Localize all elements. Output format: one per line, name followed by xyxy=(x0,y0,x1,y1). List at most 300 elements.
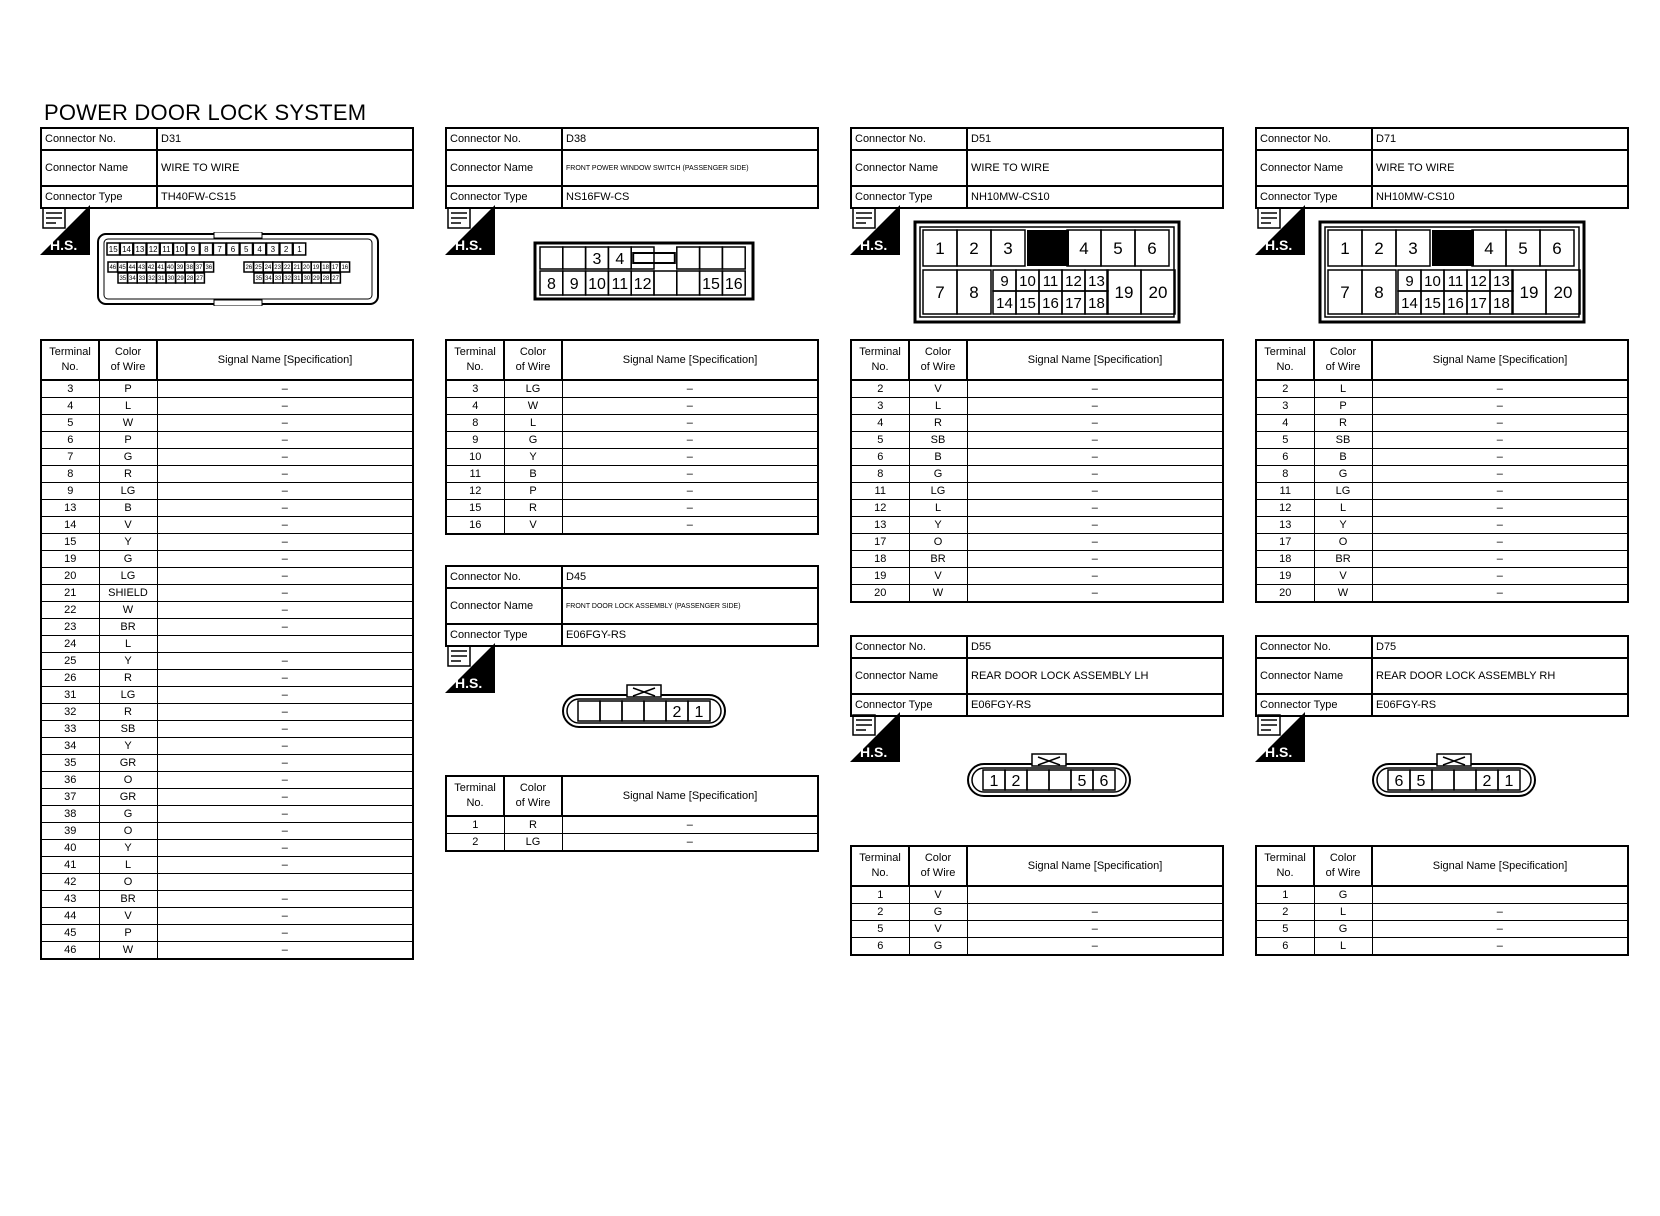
table-row xyxy=(446,432,818,449)
terminal-cell: 40 xyxy=(41,840,99,857)
pin-label: 40 xyxy=(167,265,174,272)
signal-cell: – xyxy=(157,789,413,806)
wire-color-cell: G xyxy=(909,466,967,483)
table-row xyxy=(1256,551,1628,568)
pin-label: 2 xyxy=(969,239,979,259)
signal-cell: – xyxy=(157,721,413,738)
pin-label: 11 xyxy=(162,244,171,254)
table-row xyxy=(41,755,413,772)
terminal-cell: 5 xyxy=(851,921,909,938)
signal-cell: – xyxy=(967,483,1223,500)
table-row xyxy=(41,806,413,823)
pin-label: 15 xyxy=(1424,294,1441,312)
signal-cell: – xyxy=(967,551,1223,568)
connector-name-label: Connector Name xyxy=(446,588,562,624)
table-row xyxy=(1256,534,1628,551)
pin-label: 16 xyxy=(1447,294,1464,312)
wire-color-cell: BR xyxy=(99,891,157,908)
pin-label: 5 xyxy=(1416,772,1426,790)
wire-color-cell: LG xyxy=(1314,483,1372,500)
pin-label: 20 xyxy=(1148,283,1168,303)
signal-cell xyxy=(157,874,413,891)
terminal-cell: 2 xyxy=(851,380,909,398)
table-row xyxy=(1256,483,1628,500)
signal-cell: – xyxy=(157,772,413,789)
signal-cell: – xyxy=(157,500,413,517)
signal-cell: – xyxy=(967,938,1223,956)
table-row xyxy=(851,398,1223,415)
pin-label: 11 xyxy=(1447,272,1464,290)
table-row xyxy=(1256,380,1628,398)
terminal-cell: 12 xyxy=(446,483,504,500)
pin-label: 5 xyxy=(1518,239,1528,259)
signal-cell: – xyxy=(562,834,818,852)
pin-label: 14 xyxy=(1401,294,1418,312)
table-row xyxy=(851,517,1223,534)
signal-cell: – xyxy=(157,687,413,704)
pin-label: 10 xyxy=(1019,272,1036,290)
connector-info-table xyxy=(40,127,414,209)
table-row xyxy=(446,380,818,398)
pin-label: 5 xyxy=(244,244,249,254)
pin-label: 1 xyxy=(694,703,704,721)
wire-color-cell: LG xyxy=(909,483,967,500)
signal-cell: – xyxy=(562,398,818,415)
signal-cell: – xyxy=(157,415,413,432)
connector-name-value: WIRE TO WIRE xyxy=(1372,150,1628,186)
terminal-cell: 19 xyxy=(1256,568,1314,585)
terminal-cell: 36 xyxy=(41,772,99,789)
terminal-cell: 8 xyxy=(851,466,909,483)
pin-label: 4 xyxy=(615,250,625,268)
connector-name-label: Connector Name xyxy=(446,150,562,186)
wire-color-cell: R xyxy=(99,704,157,721)
pin-label: 12 xyxy=(633,275,652,293)
connector-no-value: D45 xyxy=(562,566,818,588)
signal-header: Signal Name [Specification] xyxy=(1372,846,1628,886)
table-row xyxy=(446,466,818,483)
table-row xyxy=(41,857,413,874)
table-row xyxy=(851,534,1223,551)
terminal-cell: 3 xyxy=(1256,398,1314,415)
table-row xyxy=(1256,886,1628,904)
pin-label: 30 xyxy=(303,276,311,283)
terminal-cell: 17 xyxy=(851,534,909,551)
table-row xyxy=(1256,398,1628,415)
table-row xyxy=(1256,449,1628,466)
table-row xyxy=(1256,568,1628,585)
wire-color-cell: W xyxy=(504,398,562,415)
pin-label: 12 xyxy=(1065,272,1082,290)
terminal-cell: 6 xyxy=(851,938,909,956)
connector-name-label: Connector Name xyxy=(851,150,967,186)
pin-label: 9 xyxy=(1405,272,1414,290)
color-header: Color of Wire xyxy=(504,340,562,380)
pin-label: 15 xyxy=(1019,294,1036,312)
connector-face-d38 xyxy=(533,241,755,306)
wire-color-cell: W xyxy=(99,942,157,960)
pin-label: 8 xyxy=(546,275,556,293)
pin-label: 9 xyxy=(1000,272,1009,290)
wire-color-cell: B xyxy=(504,466,562,483)
hs-icon xyxy=(1255,712,1305,762)
pin-label: 10 xyxy=(175,244,185,254)
wire-color-cell: P xyxy=(504,483,562,500)
connector-info-table xyxy=(850,127,1224,209)
signal-cell: – xyxy=(967,534,1223,551)
pin-label: 28 xyxy=(186,276,194,283)
connector-name-label: Connector Name xyxy=(1256,658,1372,694)
wire-color-cell: SHIELD xyxy=(99,585,157,602)
terminal-cell: 5 xyxy=(41,415,99,432)
table-row xyxy=(41,670,413,687)
wire-color-cell: G xyxy=(99,551,157,568)
terminal-cell: 17 xyxy=(1256,534,1314,551)
wire-color-cell: O xyxy=(99,772,157,789)
pin-cell xyxy=(1027,770,1049,790)
signal-cell: – xyxy=(157,483,413,500)
wire-color-cell: O xyxy=(909,534,967,551)
terminal-table-d51 xyxy=(850,339,1224,603)
table-row xyxy=(851,585,1223,603)
terminal-table xyxy=(1255,339,1629,603)
connector-info-table xyxy=(1255,635,1629,717)
pin-label: 17 xyxy=(1470,294,1487,312)
table-row xyxy=(41,500,413,517)
terminal-table-d31 xyxy=(40,339,414,960)
pin-label: 32 xyxy=(148,276,155,283)
signal-cell: – xyxy=(562,380,818,398)
table-row xyxy=(41,840,413,857)
connector-name-value: FRONT DOOR LOCK ASSEMBLY (PASSENGER SIDE) xyxy=(562,588,818,624)
wire-color-cell: B xyxy=(909,449,967,466)
signal-cell: – xyxy=(562,483,818,500)
terminal-cell: 2 xyxy=(1256,380,1314,398)
table-row xyxy=(41,636,413,653)
terminal-cell: 20 xyxy=(41,568,99,585)
wire-color-cell: P xyxy=(99,432,157,449)
signal-cell: – xyxy=(562,466,818,483)
pin-label: 23 xyxy=(274,265,281,272)
pin-label: 10 xyxy=(588,275,606,293)
pin-cell xyxy=(700,247,723,269)
terminal-cell: 13 xyxy=(1256,517,1314,534)
signal-cell: – xyxy=(562,415,818,432)
pin-label: 12 xyxy=(148,244,158,254)
connector-face-d51 xyxy=(913,220,1181,329)
connector-no-label: Connector No. xyxy=(1256,636,1372,658)
pin-label: 9 xyxy=(190,244,196,254)
terminal-cell: 39 xyxy=(41,823,99,840)
pin-label: 45 xyxy=(119,265,126,272)
connector-info-table xyxy=(850,635,1224,717)
terminal-cell: 21 xyxy=(41,585,99,602)
terminal-cell: 4 xyxy=(446,398,504,415)
connector-block-d31 xyxy=(40,127,414,209)
terminal-cell: 22 xyxy=(41,602,99,619)
terminal-table-d38 xyxy=(445,339,819,535)
connector-face-d45 xyxy=(561,683,727,736)
connector-name-value: FRONT POWER WINDOW SWITCH (PASSENGER SIDE) xyxy=(562,150,818,186)
terminal-cell: 1 xyxy=(851,886,909,904)
wire-color-cell: SB xyxy=(1314,432,1372,449)
wire-color-cell: V xyxy=(1314,568,1372,585)
pin-cell xyxy=(631,247,654,269)
pin-label: 5 xyxy=(1077,772,1087,790)
pin-label: 33 xyxy=(274,276,282,283)
signal-cell: – xyxy=(1372,500,1628,517)
pin-label: 34 xyxy=(265,276,272,283)
hs-badge-text: H.S. xyxy=(455,675,483,691)
signal-cell: – xyxy=(157,891,413,908)
table-row xyxy=(1256,938,1628,956)
wire-color-cell: Y xyxy=(99,840,157,857)
pin-label: 29 xyxy=(313,276,320,283)
latch xyxy=(1032,754,1066,766)
wire-color-cell: Y xyxy=(909,517,967,534)
table-row xyxy=(41,619,413,636)
table-row xyxy=(1256,432,1628,449)
signal-cell: – xyxy=(1372,517,1628,534)
connector-block-d45 xyxy=(445,565,819,647)
connector-type-value: NH10MW-CS10 xyxy=(967,186,1223,208)
wire-color-cell: O xyxy=(99,874,157,891)
pin-cell xyxy=(677,247,700,269)
table-row xyxy=(41,466,413,483)
connector-name-label: Connector Name xyxy=(1256,150,1372,186)
terminal-cell: 4 xyxy=(1256,415,1314,432)
wire-color-cell: L xyxy=(99,857,157,874)
signal-cell: – xyxy=(157,551,413,568)
table-row xyxy=(851,551,1223,568)
table-row xyxy=(1256,585,1628,603)
signal-cell: – xyxy=(1372,938,1628,956)
table-row xyxy=(41,772,413,789)
terminal-cell: 8 xyxy=(41,466,99,483)
terminal-cell: 20 xyxy=(1256,585,1314,603)
signal-cell: – xyxy=(1372,585,1628,603)
wire-color-cell: LG xyxy=(99,568,157,585)
table-row xyxy=(851,568,1223,585)
wire-color-cell: G xyxy=(99,806,157,823)
signal-cell: – xyxy=(562,500,818,517)
signal-cell: – xyxy=(967,568,1223,585)
pin-label: 16 xyxy=(1042,294,1059,312)
table-row xyxy=(41,483,413,500)
connector-block-d51 xyxy=(850,127,1224,209)
color-header: Color of Wire xyxy=(909,340,967,380)
pin-label: 34 xyxy=(129,276,136,283)
connector-type-value: E06FGY-RS xyxy=(562,624,818,646)
table-row xyxy=(851,483,1223,500)
connector-name-value: REAR DOOR LOCK ASSEMBLY RH xyxy=(1372,658,1628,694)
signal-cell: – xyxy=(1372,904,1628,921)
terminal-cell: 19 xyxy=(41,551,99,568)
terminal-cell: 13 xyxy=(851,517,909,534)
key-block xyxy=(1027,230,1069,266)
wire-color-cell: V xyxy=(909,380,967,398)
terminal-cell: 41 xyxy=(41,857,99,874)
terminal-cell: 38 xyxy=(41,806,99,823)
table-row xyxy=(41,449,413,466)
hs-badge-text: H.S. xyxy=(1265,744,1293,760)
table-row xyxy=(41,568,413,585)
signal-cell: – xyxy=(157,908,413,925)
pin-label: 3 xyxy=(1003,239,1013,259)
table-row xyxy=(851,449,1223,466)
signal-cell: – xyxy=(967,415,1223,432)
pin-cell xyxy=(1432,770,1454,790)
wire-color-cell: P xyxy=(1314,398,1372,415)
terminal-cell: 6 xyxy=(851,449,909,466)
pin-label: 9 xyxy=(569,275,579,293)
signal-cell: – xyxy=(157,398,413,415)
terminal-header: Terminal No. xyxy=(1256,340,1314,380)
pin-label: 10 xyxy=(1424,272,1441,290)
pin-label: 14 xyxy=(996,294,1013,312)
wire-color-cell: L xyxy=(504,415,562,432)
pin-cell xyxy=(578,701,600,721)
connector-type-label: Connector Type xyxy=(851,694,967,716)
connector-face-d55 xyxy=(966,752,1132,805)
signal-header: Signal Name [Specification] xyxy=(157,340,413,380)
pin-label: 6 xyxy=(1552,239,1562,259)
signal-header: Signal Name [Specification] xyxy=(967,340,1223,380)
wire-color-cell: L xyxy=(909,398,967,415)
terminal-cell: 4 xyxy=(41,398,99,415)
hs-badge-text: H.S. xyxy=(860,744,888,760)
pin-label: 20 xyxy=(1553,283,1573,303)
pin-label: 44 xyxy=(128,265,136,272)
signal-cell: – xyxy=(967,921,1223,938)
table-row xyxy=(41,942,413,960)
pin-cell xyxy=(563,247,586,269)
pin-label: 31 xyxy=(293,276,301,283)
signal-cell: – xyxy=(1372,380,1628,398)
table-row xyxy=(41,823,413,840)
table-row xyxy=(446,483,818,500)
signal-cell: – xyxy=(157,653,413,670)
signal-cell: – xyxy=(967,398,1223,415)
terminal-cell: 13 xyxy=(41,500,99,517)
table-row xyxy=(851,432,1223,449)
signal-cell: – xyxy=(967,466,1223,483)
signal-cell: – xyxy=(967,517,1223,534)
table-row xyxy=(41,687,413,704)
pin-label: 2 xyxy=(283,244,289,254)
terminal-cell: 33 xyxy=(41,721,99,738)
wire-color-cell: L xyxy=(1314,938,1372,956)
connector-type-value: E06FGY-RS xyxy=(1372,694,1628,716)
terminal-cell: 34 xyxy=(41,738,99,755)
table-row xyxy=(446,816,818,834)
pin-cell xyxy=(644,701,666,721)
pin-label: 13 xyxy=(1493,272,1510,290)
pin-label: 4 xyxy=(1079,239,1089,259)
signal-cell xyxy=(157,636,413,653)
connector-block-d55 xyxy=(850,635,1224,717)
wire-color-cell: BR xyxy=(99,619,157,636)
wire-color-cell: V xyxy=(99,908,157,925)
wire-color-cell: L xyxy=(1314,380,1372,398)
terminal-cell: 2 xyxy=(446,834,504,852)
terminal-cell: 15 xyxy=(41,534,99,551)
pin-label: 20 xyxy=(303,265,310,272)
wire-color-cell: G xyxy=(504,432,562,449)
signal-cell: – xyxy=(157,602,413,619)
pin-label: 19 xyxy=(1114,283,1134,303)
wire-color-cell: L xyxy=(909,500,967,517)
pin-label: 43 xyxy=(138,265,145,272)
hs-icon xyxy=(445,643,495,693)
wire-color-cell: W xyxy=(99,602,157,619)
wire-color-cell: LG xyxy=(504,834,562,852)
terminal-header: Terminal No. xyxy=(851,340,909,380)
connector-face-d31 xyxy=(96,232,380,311)
table-row xyxy=(851,921,1223,938)
signal-cell: – xyxy=(157,840,413,857)
connector-type-value: TH40FW-CS15 xyxy=(157,186,413,208)
signal-cell: – xyxy=(157,942,413,960)
pin-label: 31 xyxy=(157,276,165,283)
pin-label: 11 xyxy=(1042,272,1059,290)
table-row xyxy=(446,500,818,517)
wire-color-cell: R xyxy=(99,466,157,483)
table-row xyxy=(41,415,413,432)
wire-color-cell: V xyxy=(909,921,967,938)
terminal-cell: 3 xyxy=(41,380,99,398)
signal-cell: – xyxy=(1372,483,1628,500)
table-row xyxy=(851,904,1223,921)
pin-label: 1 xyxy=(1504,772,1514,790)
pin-label: 1 xyxy=(297,244,302,254)
wire-color-cell: G xyxy=(909,904,967,921)
wire-color-cell: R xyxy=(99,670,157,687)
terminal-cell: 16 xyxy=(446,517,504,535)
signal-cell: – xyxy=(562,517,818,535)
table-row xyxy=(41,551,413,568)
terminal-header: Terminal No. xyxy=(41,340,99,380)
pin-label: 16 xyxy=(724,275,743,293)
wire-color-cell: R xyxy=(909,415,967,432)
pin-label: 6 xyxy=(230,244,236,254)
signal-cell: – xyxy=(157,619,413,636)
wire-color-cell: G xyxy=(99,449,157,466)
wire-color-cell: LG xyxy=(504,380,562,398)
pin-cell xyxy=(1454,770,1476,790)
pin-label: 2 xyxy=(672,703,682,721)
pin-label: 35 xyxy=(119,276,127,283)
table-row xyxy=(1256,466,1628,483)
table-row xyxy=(446,449,818,466)
terminal-cell: 15 xyxy=(446,500,504,517)
table-row xyxy=(851,466,1223,483)
wire-color-cell: W xyxy=(1314,585,1372,603)
terminal-table-d45 xyxy=(445,775,819,852)
connector-no-value: D38 xyxy=(562,128,818,150)
table-row xyxy=(41,534,413,551)
connector-no-label: Connector No. xyxy=(1256,128,1372,150)
terminal-cell: 11 xyxy=(851,483,909,500)
pin-label: 8 xyxy=(1374,283,1384,303)
key-block xyxy=(1432,230,1474,266)
pin-label: 15 xyxy=(702,275,720,293)
terminal-cell: 32 xyxy=(41,704,99,721)
signal-header: Signal Name [Specification] xyxy=(562,776,818,816)
signal-cell: – xyxy=(157,823,413,840)
pin-label: 1 xyxy=(1340,239,1350,259)
signal-cell: – xyxy=(157,925,413,942)
